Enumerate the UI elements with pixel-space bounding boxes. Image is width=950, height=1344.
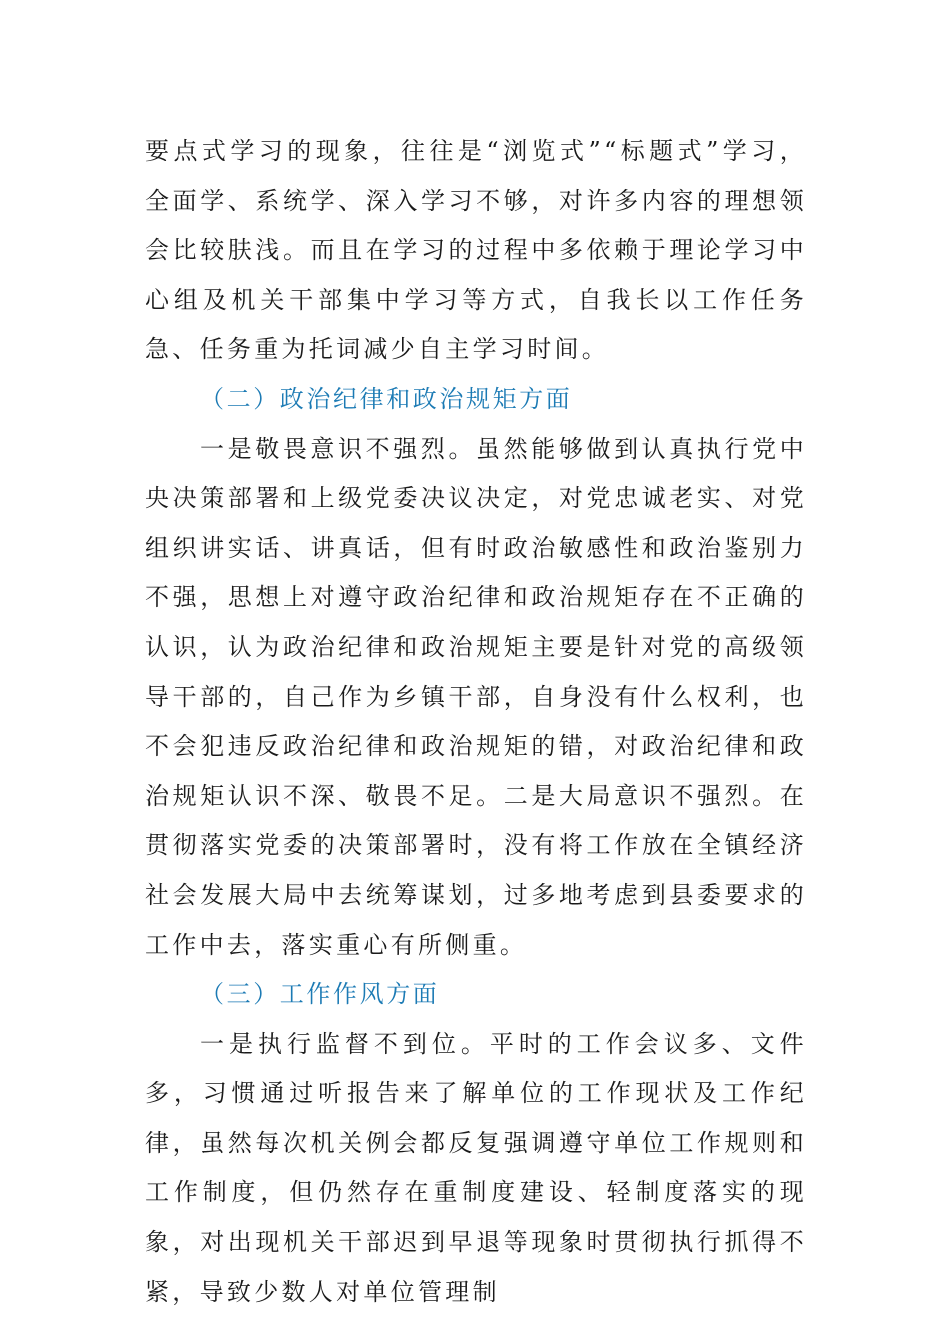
section-heading-work-style: （三）工作作风方面 xyxy=(200,980,440,1009)
body-paragraph-1: 要点式学习的现象，往往是“浏览式”“标题式”学习，全面学、系统学、深入学习不够，对许多内容的理想领会比较肤浅。而且在学习的过程中多依赖于理论学习中心组及机关干部集中学习等方式，自我长以工作任务急、任务重为托词减少自主学习时间。 xyxy=(145,137,807,364)
body-paragraph-3: 一是执行监督不到位。平时的工作会议多、文件多，习惯通过听报告来了解单位的工作现状及工作纪律，虽然每次机关例会都反复强调遵守单位工作规则和工作制度，但仍然存在重制度建设、轻制度落实的现象，对出现机关干部迟到早退等现象时贯彻执行抓得不紧，导致少数人对单位管理制 xyxy=(145,1029,807,1306)
document-page xyxy=(145,127,807,1317)
section-heading-political-discipline: （二）政治纪律和政治规矩方面 xyxy=(200,384,573,413)
body-paragraph-2: 一是敬畏意识不强烈。虽然能够做到认真执行党中央决策部署和上级党委决议决定，对党忠诚老实、对党组织讲实话、讲真话，但有时政治敏感性和政治鉴别力不强，思想上对遵守政治纪律和政治规矩存在不正确的认识，认为政治纪律和政治规矩主要是针对党的高级领导干部的，自己作为乡镇干部，自身没有什么权利，也不会犯违反政治纪律和政治规矩的错，对政治纪律和政治规矩认识不深、敬畏不足。二是大局意识不强烈。在贯彻落实党委的决策部署时，没有将工作放在全镇经济社会发展大局中去统筹谋划，过多地考虑到县委要求的工作中去，落实重心有所侧重。 xyxy=(145,434,807,959)
